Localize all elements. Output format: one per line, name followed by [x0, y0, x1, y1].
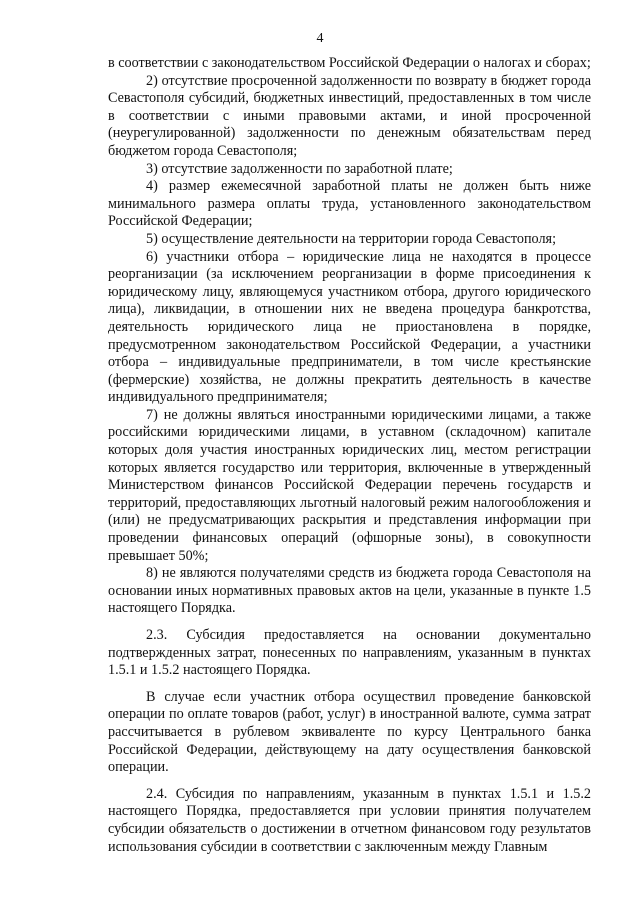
paragraph-item-6: 6) участники отбора – юридические лица не находятся в процессе реорганизации (за исключением реорганизации в форме присоединения к юридическому лицу, являющемуся участником отбора, другого юридического лица), ликвидации, в отношении них не введена процедура банкротства, деятельность юридического лица не приостановлена в порядке, предусмотренном законодательством Российской Федерации, а участники отбора – индивидуальные предприниматели, в том числе крестьянские (фермерские) хозяйства, не должны прекратить деятельность в качестве индивидуального предпринимателя;	[108, 248, 591, 406]
paragraph-foreign-currency: В случае если участник отбора осуществил проведение банковской операции по оплате товаров (работ, услуг) в иностранной валюте, сумма затрат рассчитывается в рублевом эквиваленте по курсу Центрального банка Российской Федерации, действующему на дату осуществления банковской операции.	[108, 688, 591, 776]
paragraph-item-7: 7) не должны являться иностранными юридическими лицами, а также российскими юридическими лицами, в уставном (складочном) капитале которых доля участия иностранных юридических лиц, местом регистрации которых является государство или территория, включенные в утвержденный Министерством финансов Российской Федерации перечень государств и территорий, предоставляющих льготный налоговый режим налогообложения и (или) не предусматривающих раскрытия и представления информации при проведении финансовых операций (офшорные зоны), в совокупности превышает 50%;	[108, 406, 591, 564]
paragraph-section-2-3: 2.3. Субсидия предоставляется на основании документально подтвержденных затрат, понесенных по направлениям, указанным в пунктах 1.5.1 и 1.5.2 настоящего Порядка.	[108, 627, 591, 679]
paragraph-tax-continuation: в соответствии с законодательством Российской Федерации о налогах и сборах;	[108, 55, 591, 71]
page-number: 4	[316, 31, 324, 46]
document-body	[108, 55, 591, 856]
paragraph-item-4: 4) размер ежемесячной заработной платы не должен быть ниже минимального размера оплаты труда, установленного законодательством Российской Федерации;	[108, 178, 591, 230]
paragraph-item-8: 8) не являются получателями средств из бюджета города Севастополя на основании иных нормативных правовых актов на цели, указанные в пункте 1.5 настоящего Порядка.	[108, 565, 591, 617]
paragraph-item-2: 2) отсутствие просроченной задолженности по возврату в бюджет города Севастополя субсидий, бюджетных инвестиций, предоставленных в том числе в соответствии с иными правовыми актами, и иной просроченной (неурегулированной) задолженности по денежным обязательствам перед бюджетом города Севастополя;	[108, 72, 591, 159]
paragraph-item-3: 3) отсутствие задолженности по заработной плате;	[146, 160, 453, 177]
paragraph-section-2-4: 2.4. Субсидия по направлениям, указанным в пунктах 1.5.1 и 1.5.2 настоящего Порядка, предоставляется при условии принятия получателем субсидии обязательств о достижении в отчетном финансовом году результатов использования субсидии в соответствии с заключенным между Главным	[108, 785, 591, 855]
paragraph-item-5: 5) осуществление деятельности на территории города Севастополя;	[146, 230, 557, 247]
